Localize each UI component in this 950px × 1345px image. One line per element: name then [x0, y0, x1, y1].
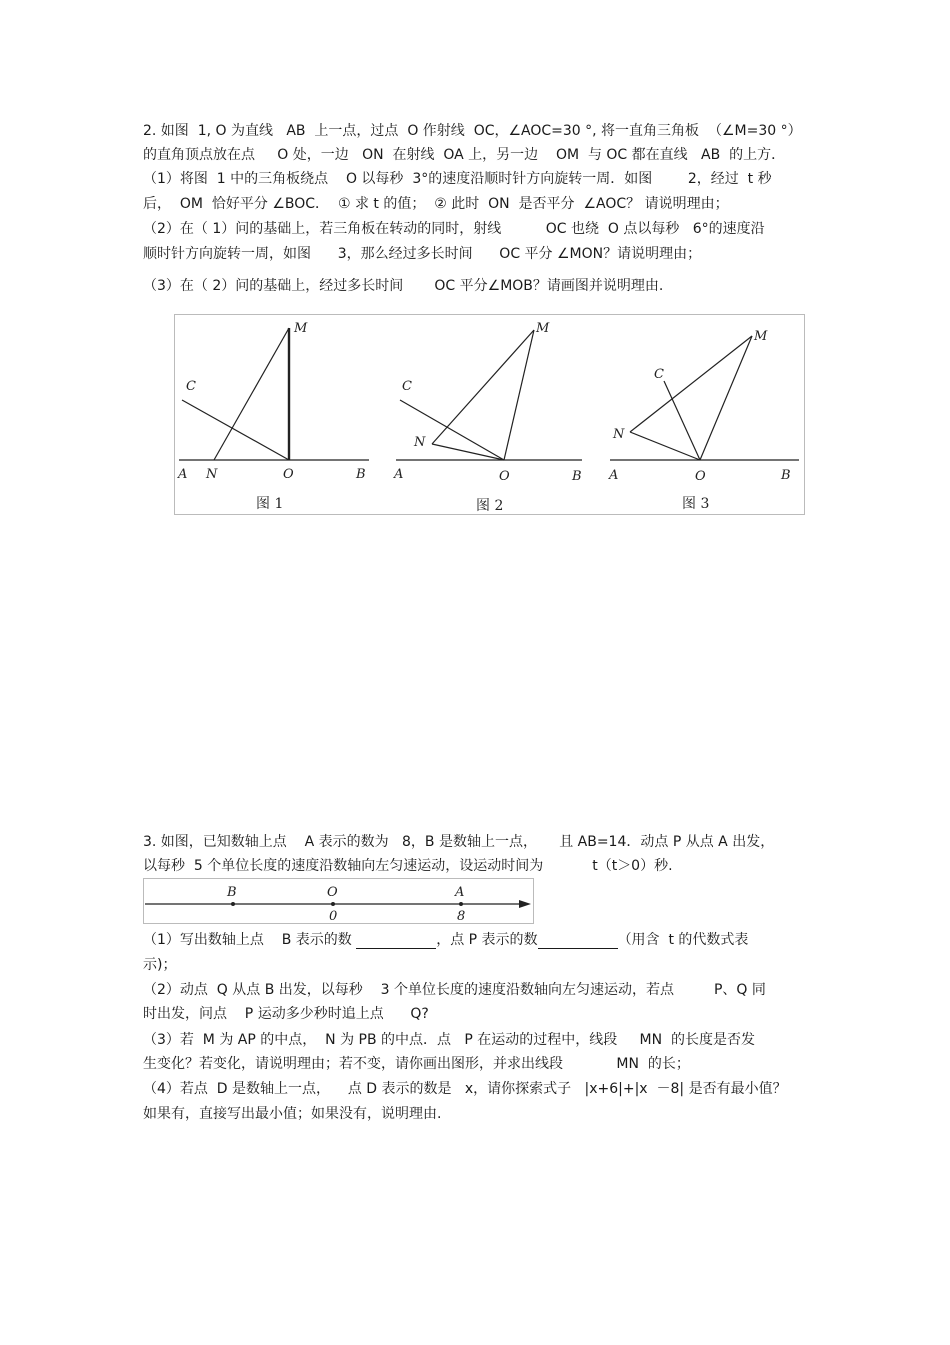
- fig2-side-on: [432, 444, 504, 460]
- fig3-label-a: A: [609, 468, 619, 483]
- fig1-label-o: O: [283, 467, 294, 482]
- number-line-svg: [143, 878, 535, 924]
- point-o-label: O: [327, 885, 338, 900]
- fig1-label-c: C: [186, 379, 196, 394]
- fig3-side-om: [700, 336, 752, 460]
- figure-frame: [175, 315, 805, 515]
- fig2-label-a: A: [394, 467, 404, 482]
- fig2-label-c: C: [402, 379, 412, 394]
- fig3-label-b: B: [781, 468, 791, 483]
- question-line: （2）动点 Q 从点 B 出发，以每秒 3 个单位长度的速度沿数轴向左匀速运动，若点 P、Q 同: [143, 982, 766, 998]
- fig3-side-mn: [630, 336, 752, 432]
- fig3-label-n: N: [613, 427, 625, 442]
- fig3-label-c: C: [654, 367, 664, 382]
- problem-2-line: 顺时针方向旋转一周，如图 3，那么经过多长时间 OC 平分 ∠MON？请说明理由；: [143, 246, 702, 262]
- fig3-caption: 图 3: [682, 496, 710, 512]
- fig2-ray-oc: [400, 400, 504, 460]
- point-b-mark: [231, 902, 235, 906]
- fig1-side-mn: [214, 328, 289, 460]
- fig1-label-m: M: [294, 321, 308, 336]
- point-a-label: A: [455, 885, 465, 900]
- fig1-label-n: N: [206, 467, 218, 482]
- fig1-ray-oc: [182, 400, 289, 460]
- problem-2-line: 后， OM 恰好平分 ∠BOC． ① 求 t 的值； ② 此时 ON 是否平分 ∠AOC？ 请说明理由；: [143, 196, 729, 212]
- fig2-side-mn: [432, 330, 534, 444]
- problem-2-line: （1）将图 1 中的三角板绕点 O 以每秒 3°的速度沿顺时针方向旋转一周．如图 2，经过 t 秒: [143, 171, 772, 187]
- point-o-mark: [331, 902, 335, 906]
- q1-text-d: （用含 t 的代数式表: [617, 932, 749, 948]
- fig2-caption: 图 2: [476, 498, 504, 514]
- tick-label-0: 0: [329, 909, 338, 924]
- number-line: [143, 878, 535, 924]
- problem-2-line: 2. 如图 1, O 为直线 AB 上一点，过点 O 作射线 OC，∠AOC=30 °, 将一直角三角板 （∠M=30 °）: [143, 123, 802, 139]
- fig1-label-a: A: [178, 467, 188, 482]
- fig2-label-o: O: [499, 469, 510, 484]
- problem-3-line: 以每秒 5 个单位长度的速度沿数轴向左匀速运动，设运动时间为 t（t＞0）秒.: [143, 858, 673, 874]
- problem-2-line: 的直角顶点放在点 O 处，一边 ON 在射线 OA 上，另一边 OM 与 OC 都在直线 AB 的上方．: [143, 147, 786, 163]
- fig1-caption: 图 1: [256, 496, 284, 512]
- number-line-arrow: [519, 900, 531, 908]
- problem-3-line: 3. 如图，已知数轴上点 A 表示的数为 8，B 是数轴上一点， 且 AB=14．动点 P 从点 A 出发，: [143, 834, 775, 850]
- problem-2-line: （3）在（ 2）问的基础上，经过多长时间 OC 平分∠MOB？请画图并说明理由.: [143, 278, 664, 294]
- point-b-label: B: [227, 885, 237, 900]
- answer-blank-b: [356, 934, 436, 949]
- point-a-mark: [459, 902, 463, 906]
- q1-text-a: （1）写出数轴上点 B 表示的数: [143, 932, 352, 948]
- question-1-line: [143, 931, 748, 949]
- fig2-label-m: M: [536, 321, 550, 336]
- fig1-label-b: B: [356, 467, 366, 482]
- fig2-side-om: [504, 330, 534, 460]
- answer-blank-p: [538, 934, 618, 949]
- problem-2-line: （2）在（ 1）问的基础上，若三角板在转动的同时，射线 OC 也绕 O 点以每秒 6°的速度沿: [143, 221, 765, 237]
- fig3-label-m: M: [754, 329, 768, 344]
- question-line: （3）若 M 为 AP 的中点， N 为 PB 的中点．点 P 在运动的过程中，线段 MN 的长度是否发: [143, 1032, 755, 1048]
- geometry-figures: [174, 314, 806, 516]
- fig2-label-n: N: [414, 435, 426, 450]
- question-line: 如果有，直接写出最小值；如果没有，说明理由.: [143, 1106, 442, 1122]
- fig2-label-b: B: [572, 469, 582, 484]
- geometry-figures-svg: [174, 314, 806, 516]
- tick-label-8: 8: [457, 909, 466, 924]
- q1-text-c: 数: [523, 932, 538, 948]
- q1-text-b: ，点 P 表示的: [436, 932, 524, 948]
- question-line: 时出发，问点 P 运动多少秒时追上点 Q?: [143, 1006, 429, 1022]
- question-line: （4）若点 D 是数轴上一点， 点 D 表示的数是 x，请你探索式子 |x+6|+|x －8| 是否有最小值？: [143, 1081, 787, 1097]
- question-1-line-2: 示)；: [143, 957, 177, 973]
- question-line: 生变化？若变化，请说明理由；若不变，请你画出图形，并求出线段 MN 的长；: [143, 1056, 690, 1072]
- fig3-label-o: O: [695, 469, 706, 484]
- number-line-frame: [144, 879, 534, 924]
